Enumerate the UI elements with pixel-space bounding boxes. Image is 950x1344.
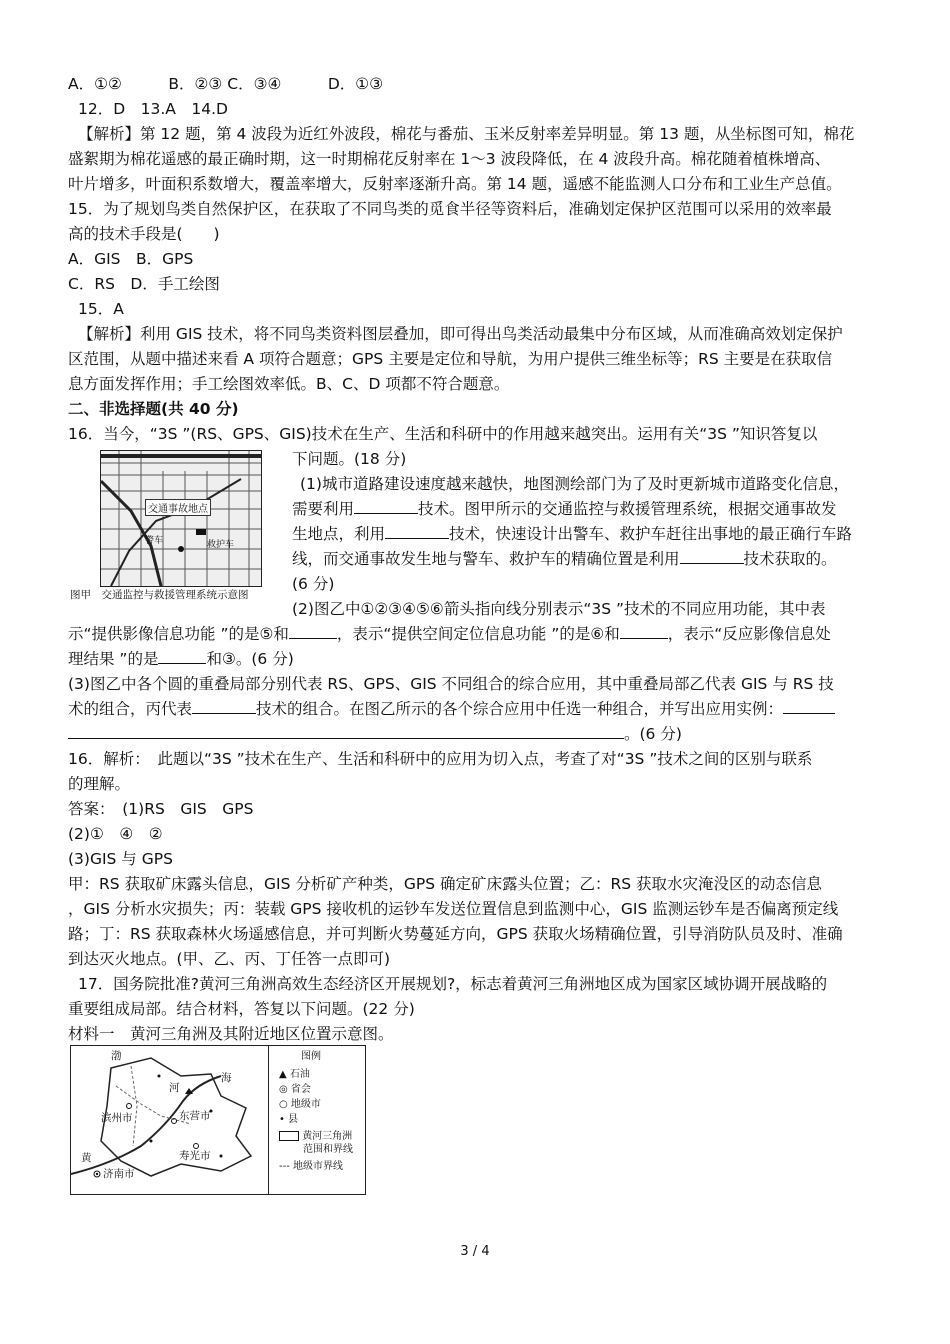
legend-title: 图例	[301, 1051, 321, 1062]
map-legend	[268, 1046, 365, 1194]
text-line: 【解析】利用 GIS 技术，将不同鸟类资料图层叠加，即可得出鸟类活动最集中分布区域，从而准确高效划定保护	[78, 325, 843, 343]
answer-line: 路；丁：RS 获取森林火场遥感信息，并可判断火势蔓延方向，GPS 获取火场精确位置，引导消防队员及时、准确	[68, 925, 843, 943]
question-line: (3)图乙中各个圆的重叠局部分别代表 RS、GPS、GIS 不同组合的综合应用，其中重叠局部乙代表 GIS 与 RS 技	[68, 675, 834, 693]
question-line: 需要利用 技术。图甲所示的交通监控与救援管理系统，根据交通事故发	[292, 500, 837, 518]
question-line: (6 分)	[292, 575, 335, 593]
legend-item: 黄河三角洲	[279, 1130, 352, 1143]
text-line: 【解析】第 12 题，第 4 波段为近红外波段，棉花与番茄、玉米反射率差异明显。第 13 题，从坐标图可知，棉花	[78, 125, 855, 143]
answer-blank	[354, 498, 418, 514]
option-line: C．RS D．手工绘图	[68, 275, 220, 293]
figure-yellow-river-delta-map	[70, 1045, 366, 1195]
text-line: 盛絮期为棉花遥感的最正确时期，这一时期棉花反射率在 1～3 波段降低，在 4 波段升高。棉花随着植株增高、	[68, 150, 831, 168]
answer-blank	[192, 698, 256, 714]
accident-label: 交通事故地点	[145, 499, 211, 516]
question-line: 线，而交通事故发生地与警车、救护车的精确位置是利用 技术获取的。	[292, 550, 837, 568]
question-line: 。(6 分)	[68, 722, 886, 746]
answer-line: 答案： (1)RS GIS GPS	[68, 800, 254, 818]
map-label: 济南市	[103, 1168, 135, 1180]
answer-line: 到达灭火地点。(甲、乙、丙、丁任答一点即可)	[68, 950, 391, 968]
question-line: 15．为了规划鸟类自然保护区，在获取了不同鸟类的觅食半径等资料后，准确划定保护区范围可以采用的效率最	[68, 200, 832, 218]
answer-blank	[289, 623, 337, 639]
question-line: 16．当今，“3S ”(RS、GPS、GIS)技术在生产、生活和科研中的作用越来越突出。运用有关“3S ”知识答复以	[68, 425, 818, 443]
map-label: 河	[169, 1082, 180, 1094]
legend-item-cont: 范围和界线	[303, 1144, 353, 1155]
material-line: 材料一 黄河三角洲及其附近地区位置示意图。	[68, 1025, 394, 1043]
text-line: 叶片增多，叶面积系数增大，覆盖率增大，反射率逐渐升高。第 14 题，遥感不能监测人口分布和工业生产总值。	[68, 175, 842, 193]
answer-line: (3)GIS 与 GPS	[68, 850, 173, 868]
street-map-image	[100, 450, 262, 587]
legend-item: ▲ 石油	[279, 1069, 310, 1080]
answer-line: 甲：RS 获取矿床露头信息，GIS 分析矿产种类，GPS 确定矿床露头位置；乙：RS 获取水灾淹没区的动态信息	[68, 875, 823, 893]
answer-line: (2)① ④ ②	[68, 825, 163, 843]
legend-item: ○ 地级市	[279, 1099, 321, 1110]
legend-item: --- 地级市界线	[279, 1161, 344, 1172]
question-line: (2)图乙中①②③④⑤⑥箭头指向线分别表示“3S ”技术的不同应用功能，其中表	[292, 600, 826, 618]
legend-item: • 县	[279, 1114, 299, 1125]
question-line: 理结果 ”的是 和③。(6 分)	[68, 650, 294, 668]
answer-line: ，GIS 分析水灾损失；丙：装载 GPS 接收机的运钞车发送位置信息到监测中心，GIS 监测运钞车是否偏离预定线	[68, 900, 839, 918]
answer-blank	[158, 648, 206, 664]
option-line: A．GIS B．GPS	[68, 250, 194, 268]
analysis-line: 16．解析： 此题以“3S ”技术在生产、生活和科研中的应用为切入点，考查了对“3S ”技术之间的区别与联系	[68, 750, 813, 768]
map-label: 滨州市	[101, 1112, 133, 1124]
map-label: 渤	[111, 1050, 122, 1062]
text-line: 区范围，从题中描述来看 A 项符合题意；GPS 主要是定位和导航，为用户提供三维坐标等；RS 主要是在获取信	[68, 350, 833, 368]
question-line: 下问题。(18 分)	[292, 450, 407, 468]
map-label: 海	[221, 1072, 232, 1084]
police-label: 警车	[145, 536, 164, 546]
answer-blank	[385, 523, 449, 539]
question-line: 重要组成局部。结合材料，答复以下问题。(22 分)	[68, 1000, 415, 1018]
ambulance-label: 救护车	[207, 540, 235, 550]
answer-blank	[620, 623, 668, 639]
page-number: 3 / 4	[460, 1244, 490, 1259]
map-label: 寿光市	[179, 1150, 211, 1162]
answer-blank	[680, 548, 744, 564]
answer-line: 12．D 13.A 14.D	[78, 100, 228, 118]
section-heading: 二、非选择题(共 40 分)	[68, 400, 239, 418]
street-map-graphic	[101, 451, 261, 586]
legend-item: ◎ 省会	[279, 1084, 311, 1095]
question-line: 示“提供影像信息功能 ”的是⑤和 ，表示“提供空间定位信息功能 ”的是⑥和 ，表示“反应影像信息处	[68, 625, 831, 643]
analysis-line: 的理解。	[68, 775, 131, 793]
answer-blank	[783, 698, 835, 714]
question-line: 17．国务院批准?黄河三角洲高效生态经济区开展规划?，标志着黄河三角洲地区成为国家区域协调开展战略的	[78, 975, 828, 993]
answer-line: 15．A	[78, 300, 124, 318]
figure-traffic-monitoring	[70, 448, 294, 610]
map-label: 黄	[81, 1152, 92, 1164]
text-line: 息方面发挥作用；手工绘图效率低。B、C、D 项都不符合题意。	[68, 375, 510, 393]
question-line: 高的技术手段是( )	[68, 225, 220, 243]
figure-caption: 图甲 交通监控与救援管理系统示意图	[70, 589, 249, 601]
map-label: 东营市	[179, 1110, 211, 1122]
question-line: (1)城市道路建设速度越来越快，地图测绘部门为了及时更新城市道路变化信息，	[300, 475, 849, 493]
text-line: A．①② B．②③ C．③④ D．①③	[68, 75, 384, 93]
answer-blank	[68, 723, 624, 739]
question-line: 生地点，利用 技术，快速设计出警车、救护车赶往出事地的最正确行车路	[292, 525, 853, 543]
question-line: 术的组合，丙代表 技术的组合。在图乙所示的各个综合应用中任选一种组合，并写出应用实例：	[68, 697, 886, 721]
